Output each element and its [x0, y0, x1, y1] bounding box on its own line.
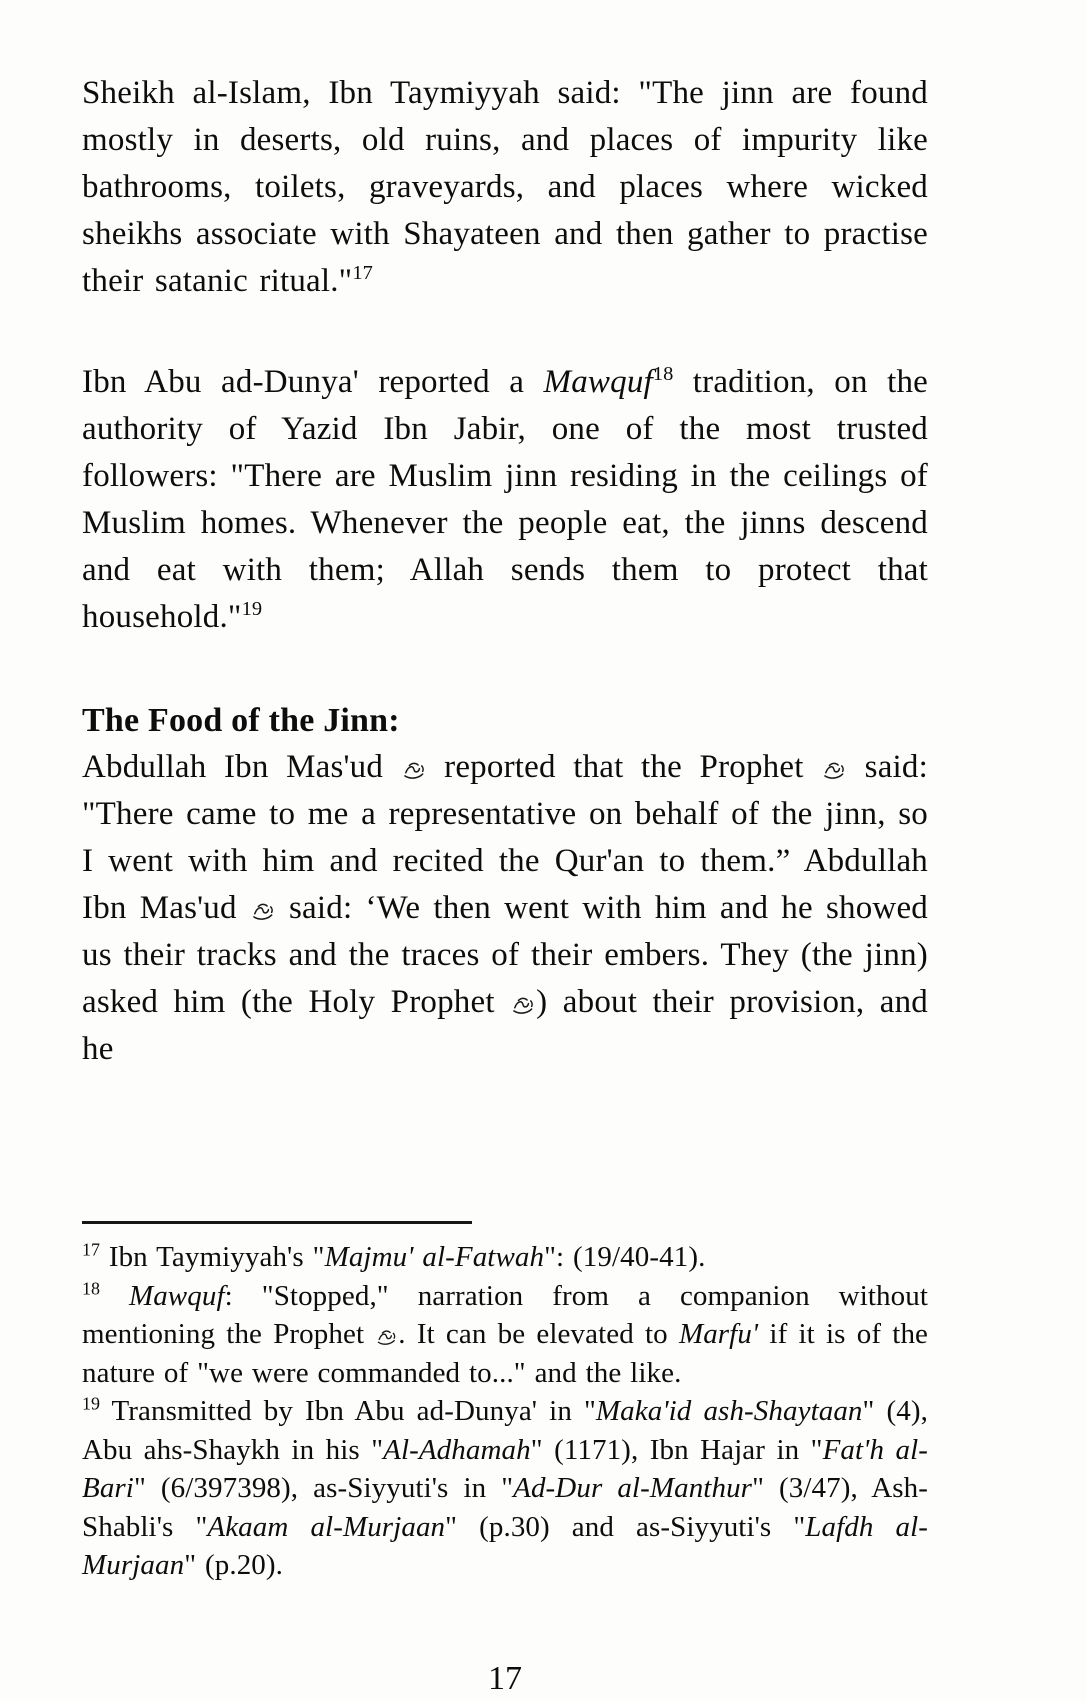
- pbuh-honorific-icon: [822, 760, 846, 780]
- footnote-divider: [82, 1221, 472, 1224]
- paragraph-ibn-taymiyyah-quote: Sheikh al-Islam, Ibn Taymiyyah said: "The jinn are found mostly in deserts, old ruins, and places of impurity like bathrooms, toilets, graveyards, and places where wicked sheikhs associate with Shayateen and then gather to practise their satanic ritual."$^{17}$: [82, 75, 928, 299]
- footnote-18: $^{18}$ Mawquf: "Stopped," narration from a companion without mentioning the Prophet . It can be elevated to Marfu' if it is of the nature of "we were commanded to..." and the like.: [82, 1277, 929, 1389]
- footnote-17: $^{17}$ Ibn Taymiyyah's "Majmu' al-Fatwah": (19/40-41).: [82, 1239, 706, 1273]
- pbuh-honorific-icon: [511, 995, 535, 1015]
- paragraph-abdullah-ibn-masud-report: Abdullah Ibn Mas'ud reported that the Prophet said: "There came to me a representative on behalf of the jinn, so I went with him and recited the Qur'an to them.” Abdullah Ibn Mas'ud said: ‘We then went with him and he showed us their tracks and the traces of their embers. They (the jinn) asked him (the Holy Prophet ) about their provision, and he: [82, 749, 928, 1067]
- section-heading-food-of-the-jinn: The Food of the Jinn:: [82, 702, 400, 739]
- footnote-19: $^{19}$ Transmitted by Ibn Abu ad-Dunya' in "Maka'id ash-Shaytaan" (4), Abu ahs-Shaykh in his "Al-Adhamah" (1171), Ibn Hajar in "Fat'h al-Bari" (6/397398), as-Siyyuti's in "Ad-Dur al-Manthur" (3/47), Ash-Shabli's "Akaam al-Murjaan" (p.30) and as-Siyyuti's "Lafdh al-Murjaan" (p.20).: [82, 1393, 929, 1581]
- paragraph-ibn-abu-ad-dunya-report: Ibn Abu ad-Dunya' reported a Mawquf$^{18}$ tradition, on the authority of Yazid Ibn Jabir, one of the most trusted followers: "There are Muslim jinn residing in the ceilings of Muslim homes. Whenever the people eat, the jinns descend and eat with them; Allah sends them to protect that household."$^{19}$: [82, 363, 928, 635]
- pbuh-honorific-icon: [376, 1328, 397, 1346]
- ra-honorific-icon: [251, 901, 275, 921]
- footnotes-block: [82, 1238, 928, 1585]
- page-number: 17: [488, 1659, 522, 1697]
- ra-honorific-icon: [402, 760, 426, 780]
